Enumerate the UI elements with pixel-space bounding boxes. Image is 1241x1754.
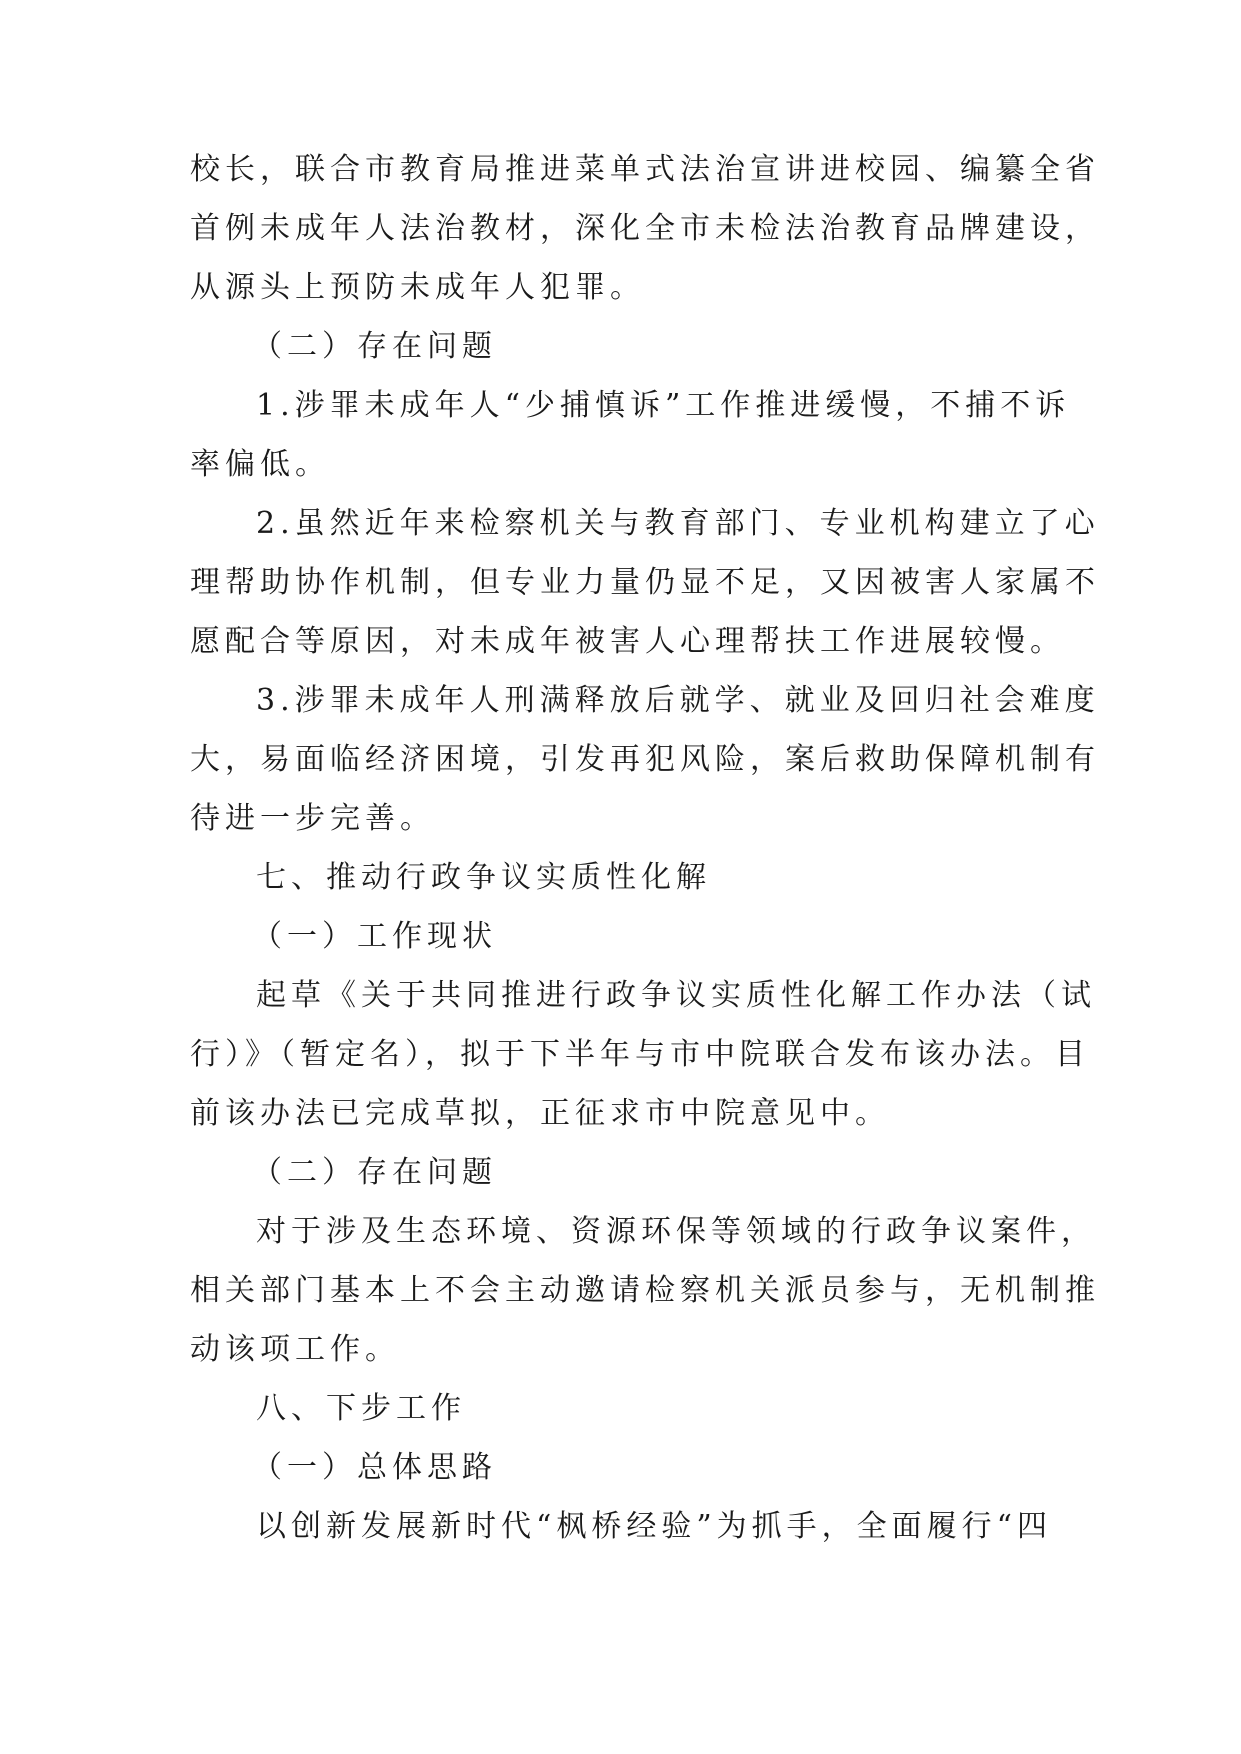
section-heading: （二）存在问题 — [252, 1155, 497, 1190]
section-heading: 七、推动行政争议实质性化解 — [256, 860, 711, 895]
text-line: 待进一步完善。 — [190, 801, 435, 836]
text-line: 首例未成年人法治教材，深化全市未检法治教育品牌建设， — [190, 211, 1100, 246]
section-heading: （一）总体思路 — [252, 1450, 497, 1485]
text-line: 动该项工作。 — [190, 1332, 400, 1367]
section-heading: （一）工作现状 — [252, 919, 497, 954]
text-line: 率偏低。 — [190, 447, 330, 482]
text-line: 行）》（暂定名），拟于下半年与市中院联合发布该办法。目 — [190, 1037, 1090, 1072]
text-line: 理帮助协作机制，但专业力量仍显不足，又因被害人家属不 — [190, 565, 1100, 600]
text-line: 校长，联合市教育局推进菜单式法治宣讲进校园、编纂全省 — [190, 152, 1100, 187]
section-heading: （二）存在问题 — [252, 329, 497, 364]
text-line: 从源头上预防未成年人犯罪。 — [190, 270, 645, 305]
text-line: 3.涉罪未成年人刑满释放后就学、就业及回归社会难度 — [256, 683, 1100, 718]
text-line: 起草《关于共同推进行政争议实质性化解工作办法（试 — [256, 978, 1096, 1013]
text-line: 愿配合等原因，对未成年被害人心理帮扶工作进展较慢。 — [190, 624, 1065, 659]
text-line: 相关部门基本上不会主动邀请检察机关派员参与，无机制推 — [190, 1273, 1100, 1308]
text-line: 前该办法已完成草拟，正征求市中院意见中。 — [190, 1096, 890, 1131]
text-line: 以创新发展新时代“枫桥经验”为抓手，全面履行“四 — [256, 1509, 1053, 1544]
text-line: 大，易面临经济困境，引发再犯风险，案后救助保障机制有 — [190, 742, 1100, 777]
text-line: 对于涉及生态环境、资源环保等领域的行政争议案件， — [256, 1214, 1096, 1249]
text-line: 2.虽然近年来检察机关与教育部门、专业机构建立了心 — [256, 506, 1100, 541]
text-line: 1.涉罪未成年人“少捕慎诉”工作推进缓慢，不捕不诉 — [256, 388, 1071, 423]
section-heading: 八、下步工作 — [256, 1391, 466, 1426]
